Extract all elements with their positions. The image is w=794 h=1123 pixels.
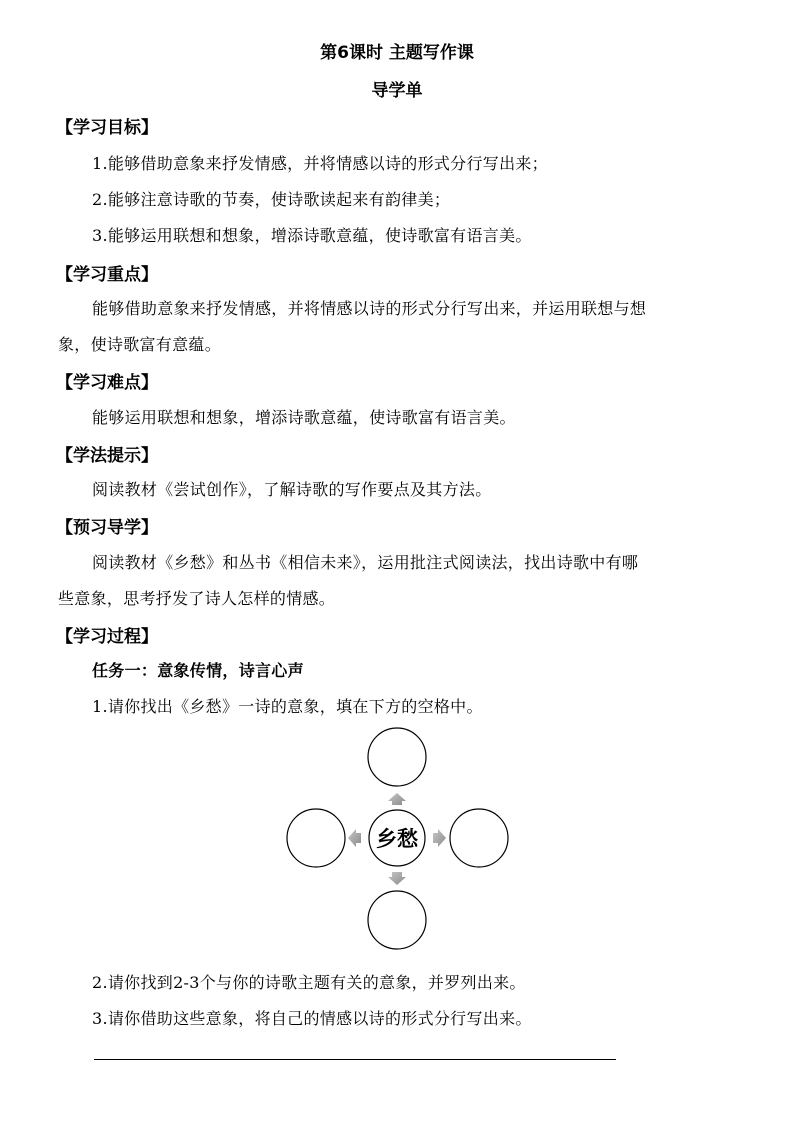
imagery-diagram [280,726,512,954]
arrow-down-icon [388,872,406,885]
goal-item-3: 3.能够运用联想和想象，增添诗歌意蕴，使诗歌富有语言美。 [92,226,532,245]
focus-heading: 【学习重点】 [56,265,158,285]
preview-heading: 【预习导学】 [56,518,158,538]
blank-circle-top[interactable] [368,728,426,786]
preview-text-line-2: 些意象，思考抒发了诗人怎样的情感。 [58,589,336,608]
page-subtitle: 导学单 [371,81,423,101]
goals-heading: 【学习目标】 [56,118,158,138]
center-label: 乡愁 [376,826,418,851]
method-heading: 【学法提示】 [56,446,158,466]
goal-item-1: 1.能够借助意象来抒发情感，并将情感以诗的形式分行写出来； [92,154,548,173]
process-heading: 【学习过程】 [56,627,158,647]
difficulty-heading: 【学习难点】 [56,373,158,393]
focus-text-line-1: 能够借助意象来抒发情感，并将情感以诗的形式分行写出来，并运用联想与想 [92,299,647,318]
method-text: 阅读教材《尝试创作》，了解诗歌的写作要点及其方法。 [92,480,492,499]
arrow-up-icon [388,793,406,805]
page-title: 第6课时 主题写作课 [320,43,474,63]
arrow-left-icon [348,829,361,847]
step-3-instruction: 3.请你借助这些意象，将自己的情感以诗的形式分行写出来。 [92,1009,532,1028]
difficulty-text: 能够运用联想和想象，增添诗歌意蕴，使诗歌富有语言美。 [92,408,516,427]
answer-writing-line[interactable] [94,1059,616,1060]
preview-text-line-1: 阅读教材《乡愁》和丛书《相信未来》，运用批注式阅读法，找出诗歌中有哪 [92,553,639,572]
focus-text-line-2: 象，使诗歌富有意蕴。 [58,335,222,354]
arrow-right-icon [433,829,446,847]
goal-item-2: 2.能够注意诗歌的节奏，使诗歌读起来有韵律美； [92,190,451,209]
task-one-title: 任务一：意象传情，诗言心声 [92,661,304,680]
step-1-instruction: 1.请你找出《乡愁》一诗的意象，填在下方的空格中。 [92,697,483,716]
blank-circle-left[interactable] [287,809,345,867]
step-2-instruction: 2.请你找到2-3个与你的诗歌主题有关的意象，并罗列出来。 [92,973,526,992]
blank-circle-right[interactable] [450,809,508,867]
blank-circle-bottom[interactable] [368,891,426,949]
